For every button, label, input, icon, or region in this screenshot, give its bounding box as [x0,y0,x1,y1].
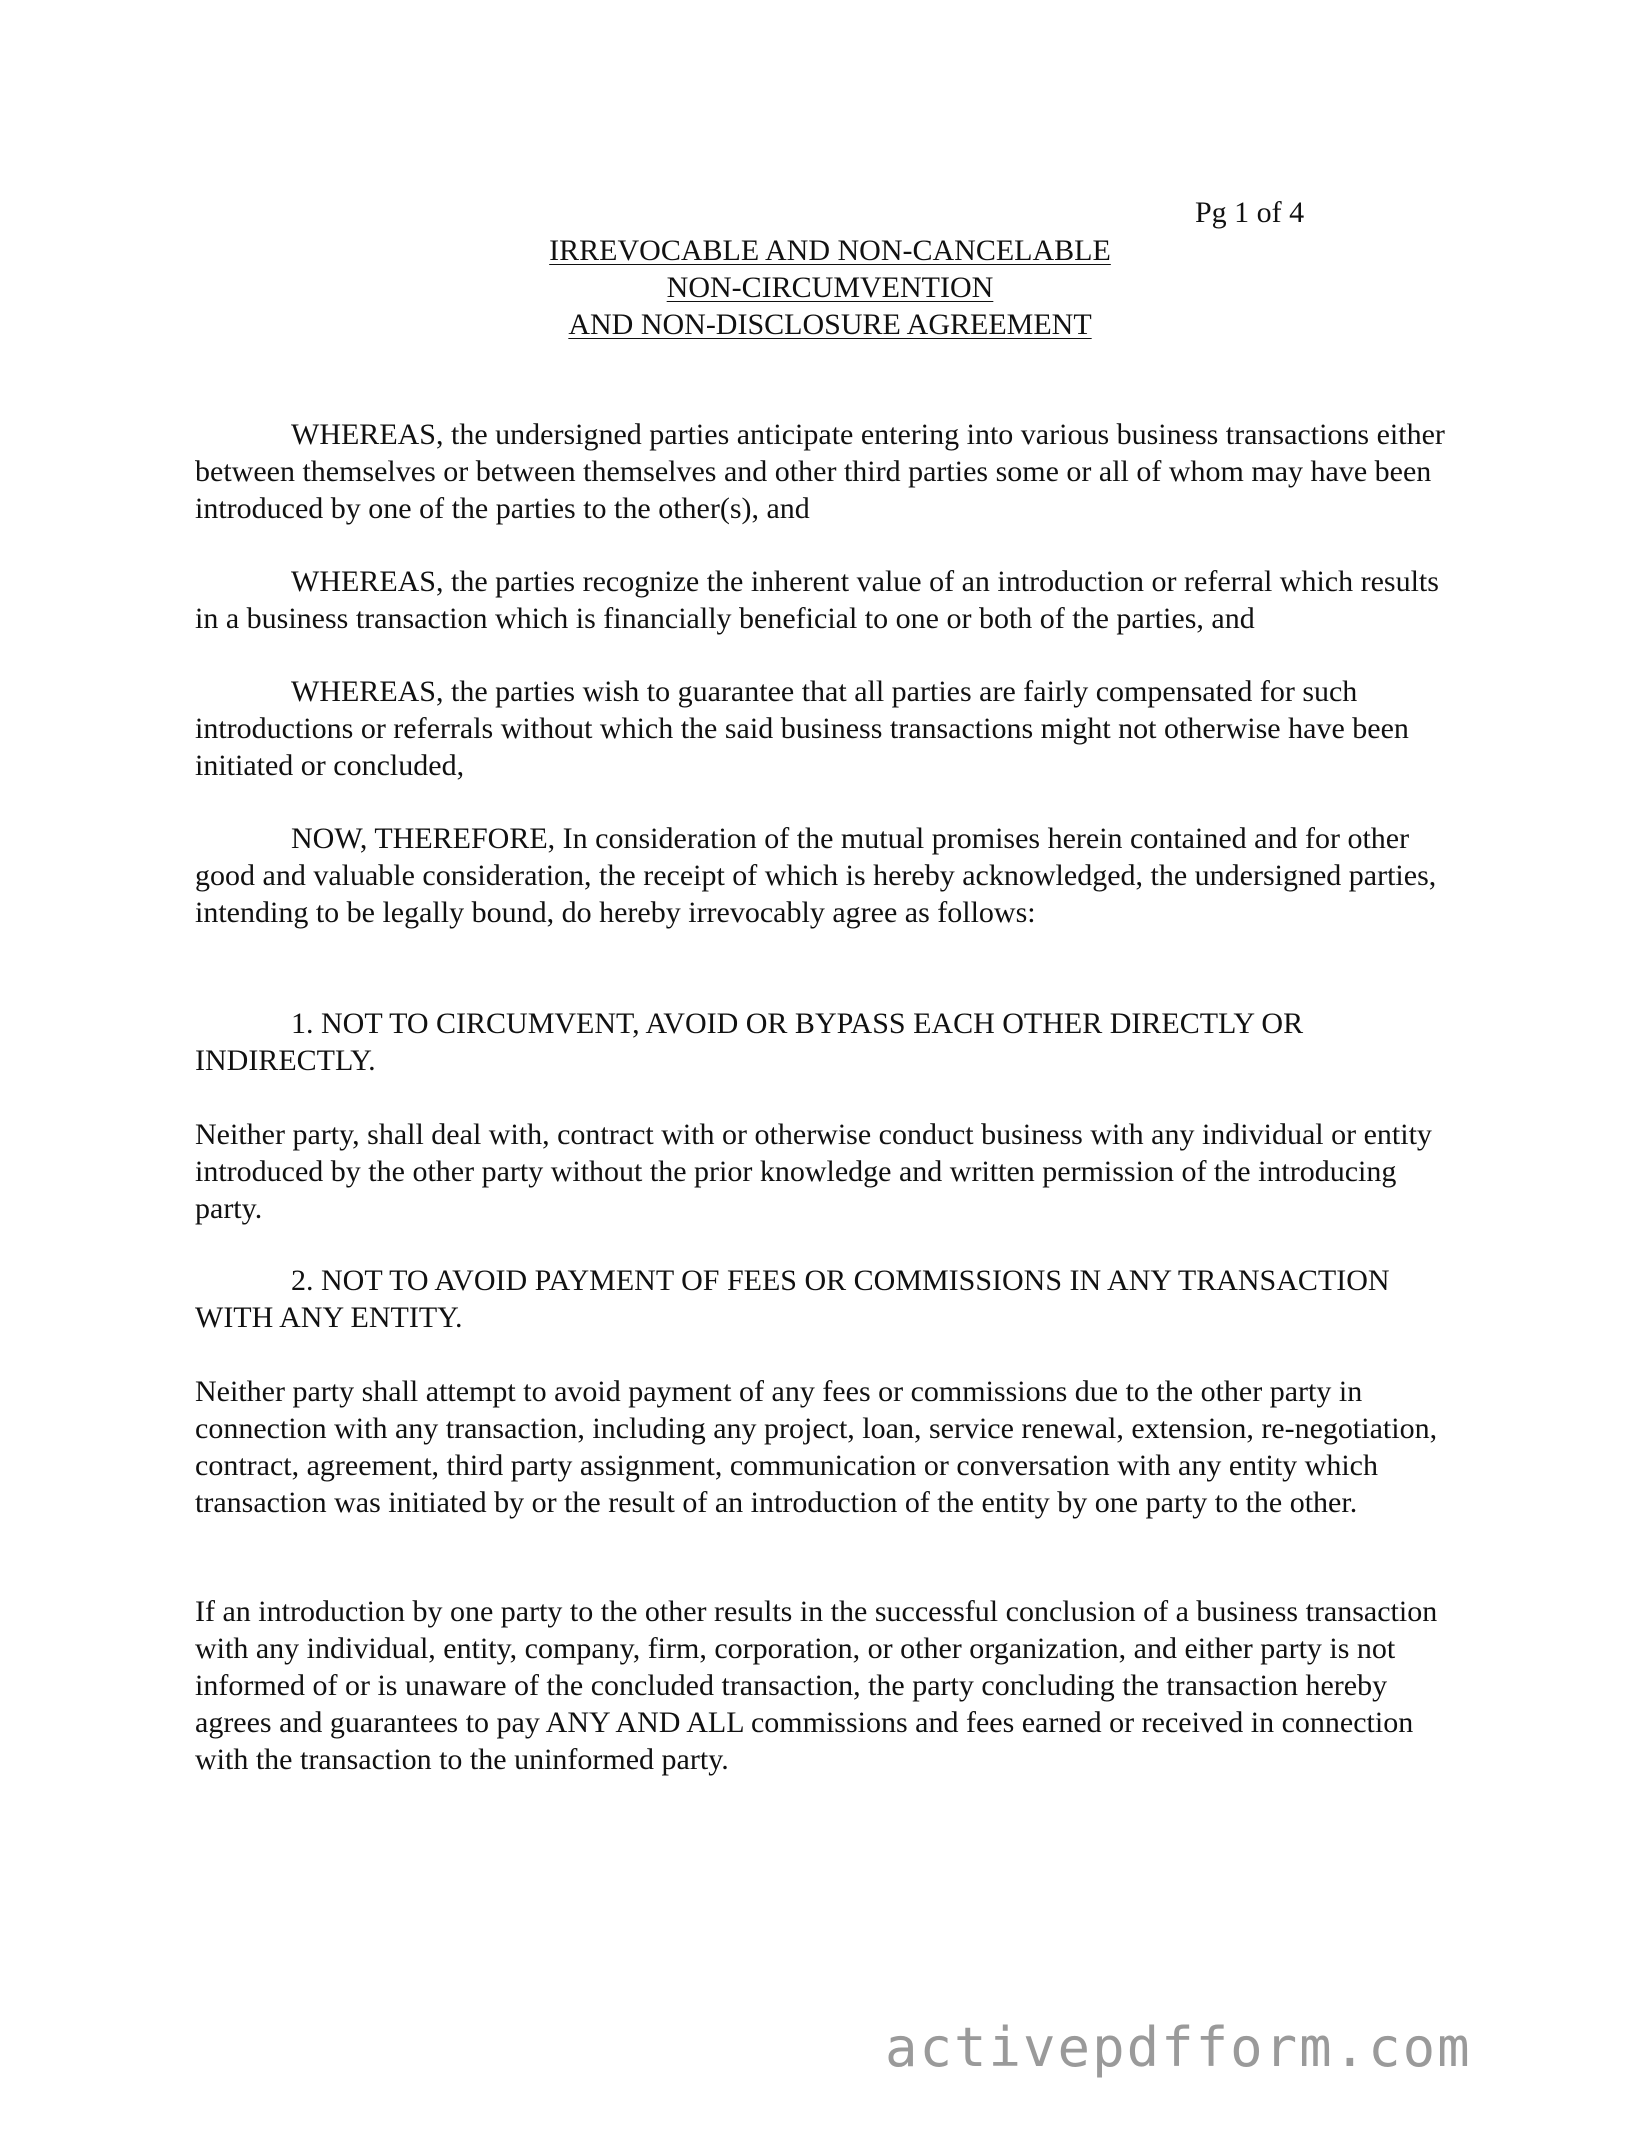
section-1-heading: 1. NOT TO CIRCUMVENT, AVOID OR BYPASS EACH OTHER DIRECTLY OR INDIRECTLY. [195,1007,1304,1077]
section-1-body: Neither party, shall deal with, contract with or otherwise conduct business with any individual or entity introduced by the other party without the prior knowledge and written permission of the introducing party. [195,1118,1432,1225]
title-line: AND NON-DISCLOSURE AGREEMENT [568,308,1092,341]
title-line: NON-CIRCUMVENTION [666,271,994,304]
page-number: Pg 1 of 4 [1195,196,1305,229]
title-line: IRREVOCABLE AND NON-CANCELABLE [549,234,1111,267]
watermark: activepdfform.com [885,2016,1472,2079]
section-2-heading: 2. NOT TO AVOID PAYMENT OF FEES OR COMMISSIONS IN ANY TRANSACTION WITH ANY ENTITY. [195,1264,1390,1334]
now-therefore-paragraph: NOW, THEREFORE, In consideration of the mutual promises herein contained and for other good and valuable consideration, the receipt of which is hereby acknowledged, the undersigned parties, intending to be legally bound, do hereby irrevocably agree as follows: [195,822,1437,929]
section-2-body-continued: If an introduction by one party to the other results in the successful conclusion of a business transaction with any individual, entity, company, firm, corporation, or other organization, and either party is not informed of or is unaware of the concluded transaction, the party concluding the transaction hereby agrees and guarantees to pay ANY AND ALL commissions and fees earned or received in connection with the transaction to the uninformed party. [195,1595,1438,1776]
whereas-paragraph-2: WHEREAS, the parties recognize the inherent value of an introduction or referral which results in a business transaction which is financially beneficial to one or both of the parties, and [195,565,1439,635]
whereas-paragraph-3: WHEREAS, the parties wish to guarantee that all parties are fairly compensated for such introductions or referrals without which the said business transactions might not otherwise have been initiated or concluded, [195,675,1409,782]
document-title [220,232,1440,343]
section-2-body: Neither party shall attempt to avoid payment of any fees or commissions due to the other party in connection with any transaction, including any project, loan, service renewal, extension, re-negotiation, contract, agreement, third party assignment, communication or conversation with any entity which transaction was initiated by or the result of an introduction of the entity by one party to the other. [195,1375,1438,1519]
whereas-paragraph-1: WHEREAS, the undersigned parties anticipate entering into various business transactions either between themselves or between themselves and other third parties some or all of whom may have been introduced by one of the parties to the other(s), and [195,418,1445,525]
